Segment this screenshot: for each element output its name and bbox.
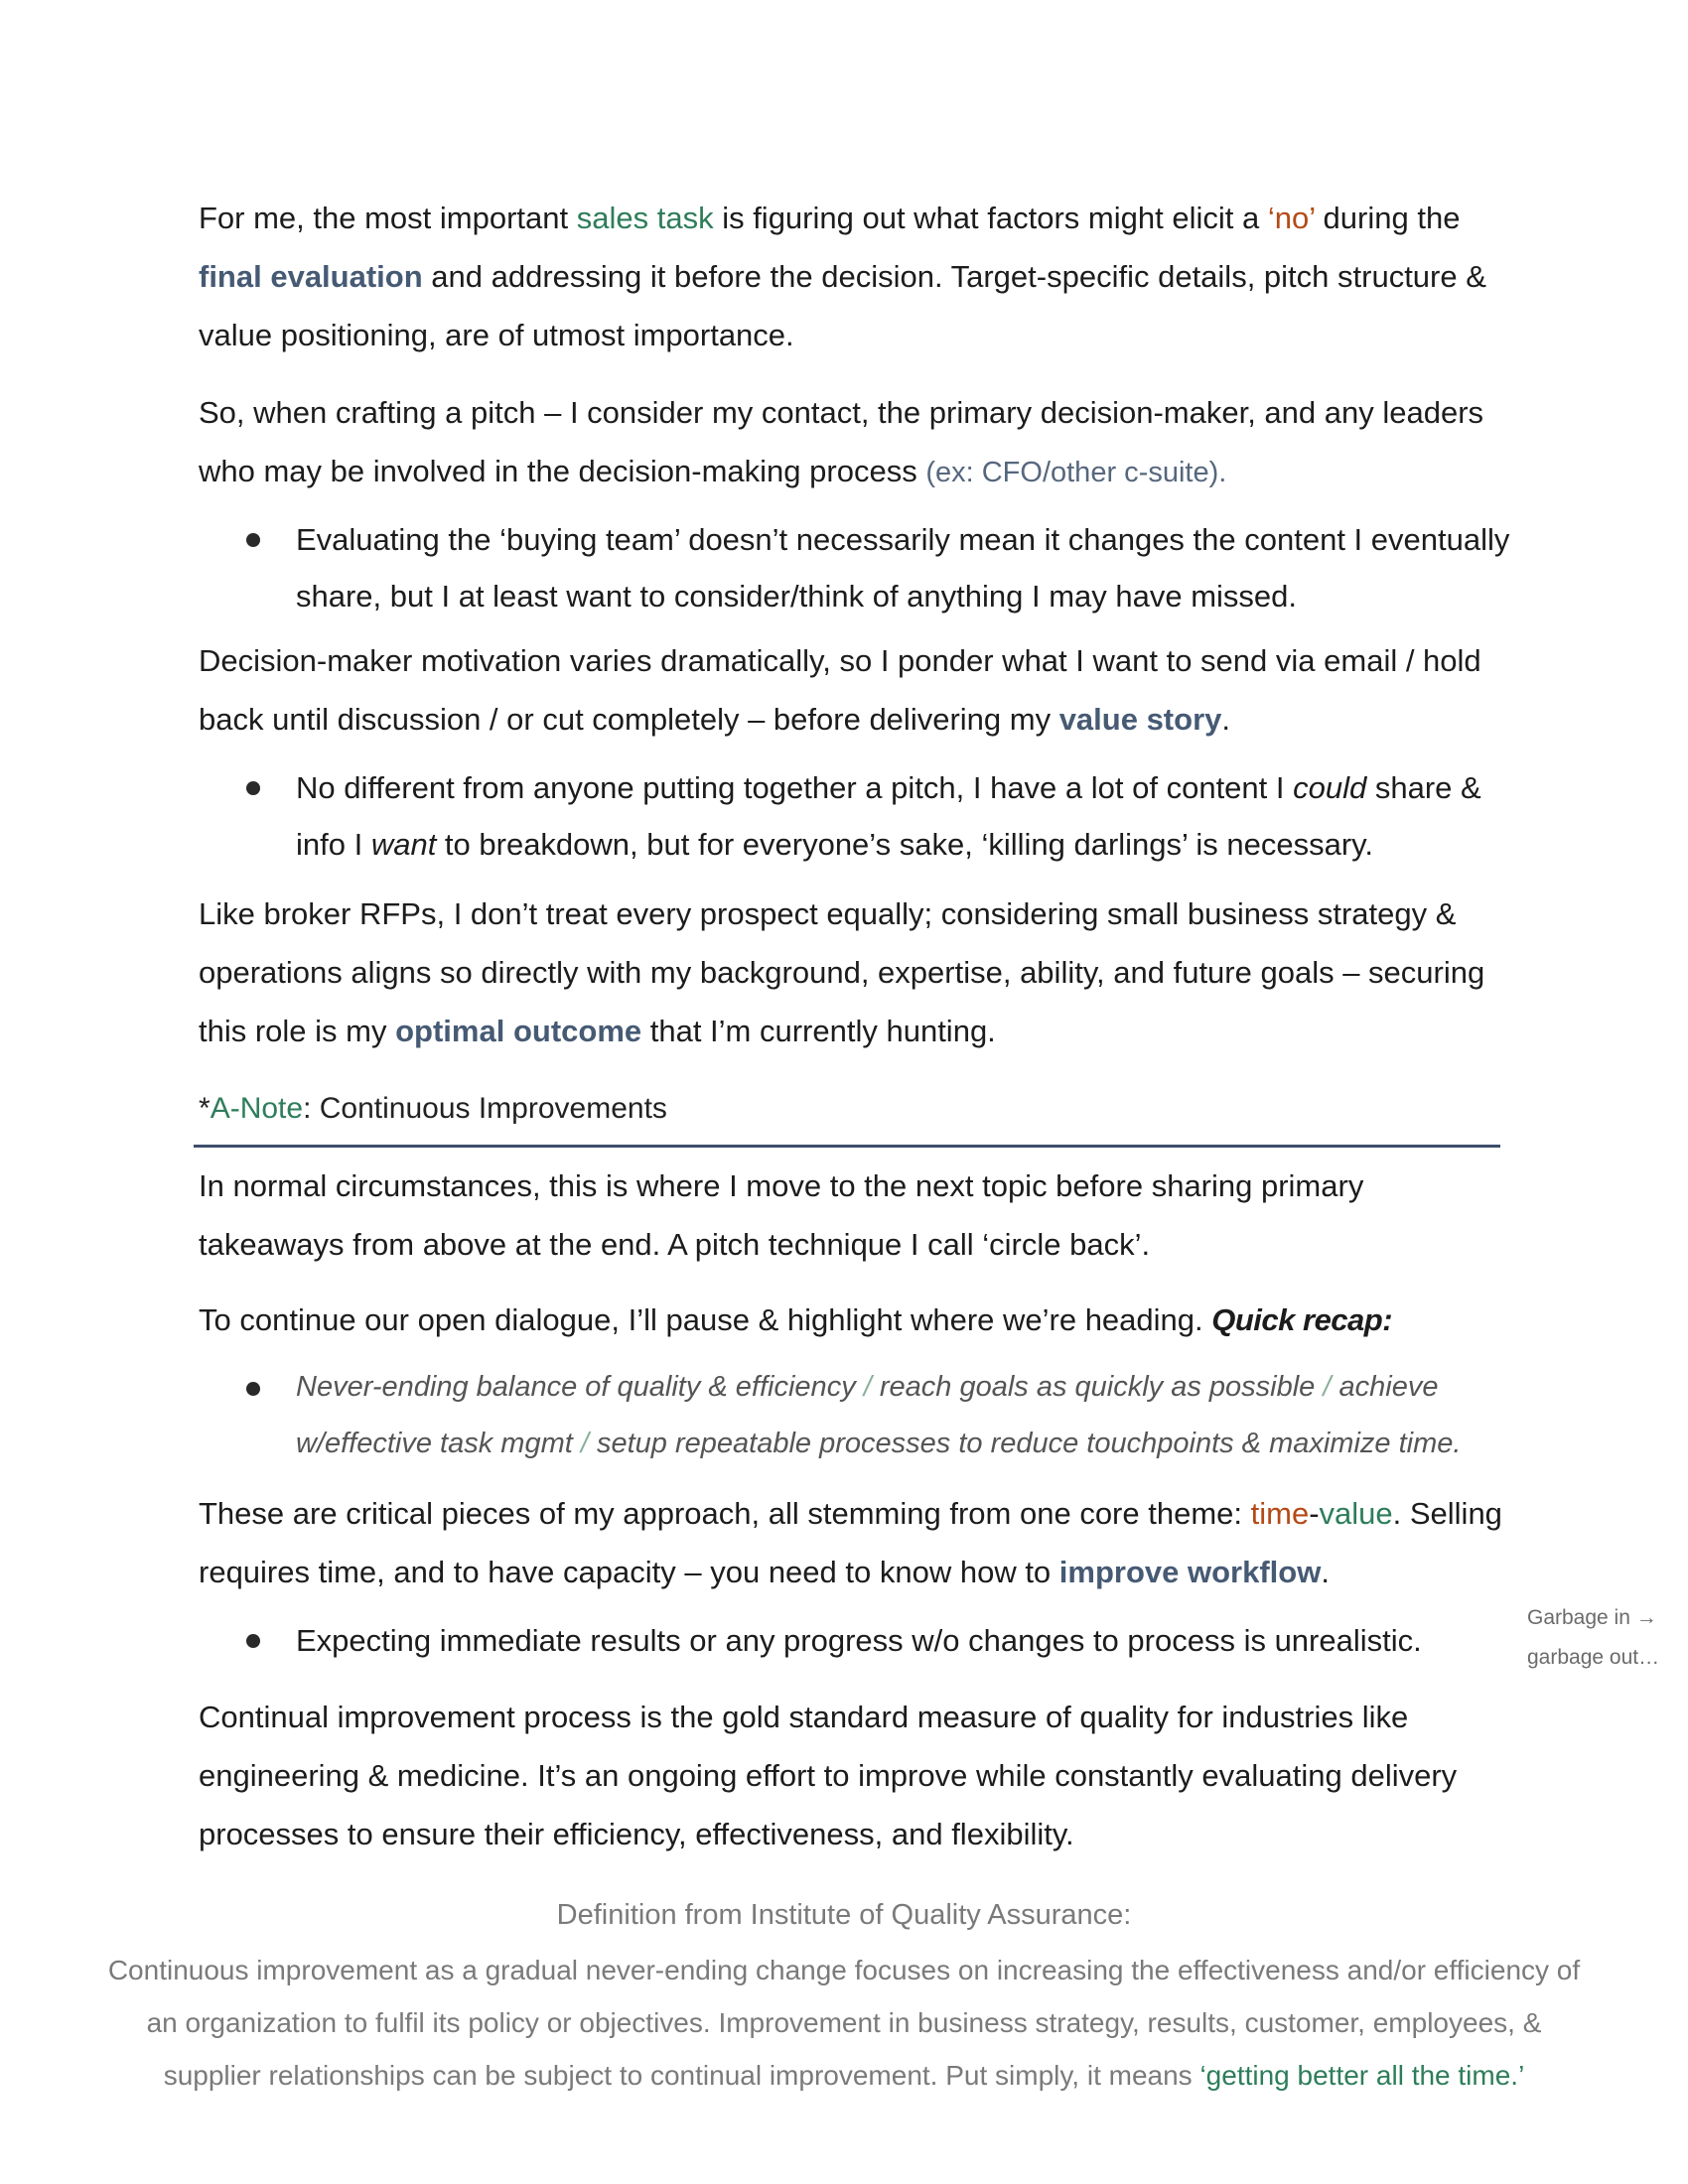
paragraph-continual-improvement: Continual improvement process is the gold standard measure of quality for industries like engineering & medicine. It’s an ongoing effort to improve while constantly evaluating delivery processes to ensure their efficiency, effectiveness, and flexibility. — [199, 1700, 1458, 1851]
highlight-value: value — [1319, 1496, 1393, 1531]
highlight-no: ‘no’ — [1267, 201, 1315, 235]
bullet-point — [246, 533, 260, 547]
definition-body: Continuous improvement as a gradual never-ending change focuses on increasing the effectiveness and/or efficiency of an organization to fulfil its policy or objectives. Improvement in business strategy, results, customer, employees, & supplier relationships can be subject to continual improvement. Put simply, it means ‘getting better all the time.’ — [107, 1955, 1581, 2091]
aside-cfo: (ex: CFO/other c-suite). — [925, 457, 1227, 488]
paragraph-sales-task: For me, the most important sales task is figuring out what factors might elicit a ‘no’ during the final evaluation and addressing it before the decision. Target-specific details, pitch structure & value positioning, are of utmost importance. — [199, 201, 1486, 352]
highlight-time: time — [1250, 1496, 1310, 1531]
margin-note: Garbage in → garbage out… — [1527, 1606, 1660, 1669]
bullet-killing-darlings: No different from anyone putting together a pitch, I have a lot of content I could share & info I want to breakdown, but for everyone’s sake, ‘killing darlings’ is necessary. — [296, 770, 1481, 862]
highlight-optimal-outcome: optimal outcome — [395, 1014, 642, 1048]
bullet-recap: Never-ending balance of quality & efficiency / reach goals as quickly as possible / achieve w/effective task mgmt / setup repeatable processes to reduce touchpoints & maximize time. — [296, 1371, 1462, 1459]
bullet-unrealistic: Expecting immediate results or any progress w/o changes to process is unrealistic. — [296, 1623, 1422, 1658]
highlight-value-story: value story — [1058, 702, 1222, 737]
paragraph-time-value: These are critical pieces of my approach, all stemming from one core theme: time-value. Selling requires time, and to have capacity – you need to know how to improve workflow. — [199, 1496, 1502, 1589]
highlight-sales-task: sales task — [576, 201, 714, 235]
definition-title: Definition from Institute of Quality Assurance: — [556, 1899, 1132, 1931]
paragraph-decision-maker: Decision-maker motivation varies dramatically, so I ponder what I want to send via email / hold back until discussion / or cut completely – before delivering my value story. — [199, 643, 1481, 737]
section-heading: *A-Note: Continuous Improvements — [199, 1092, 667, 1125]
heading-divider — [194, 1145, 1500, 1148]
quick-recap-label: Quick recap: — [1211, 1302, 1393, 1337]
paragraph-quick-recap: To continue our open dialogue, I’ll pause & highlight where we’re heading. Quick recap: — [199, 1302, 1393, 1337]
bullet-point — [246, 781, 260, 795]
paragraph-crafting-pitch: So, when crafting a pitch – I consider my contact, the primary decision-maker, and any leaders who may be involved in the decision-making process (ex: CFO/other c-suite). — [199, 395, 1484, 488]
highlight-final-evaluation: final evaluation — [199, 259, 423, 294]
definition-quote: ‘getting better all the time.’ — [1199, 2060, 1525, 2091]
heading-a-note: A-Note — [210, 1092, 304, 1125]
bullet-buying-team: Evaluating the ‘buying team’ doesn’t necessarily mean it changes the content I eventually share, but I at least want to consider/think of anything I may have missed. — [296, 522, 1510, 614]
paragraph-broker-rfps: Like broker RFPs, I don’t treat every prospect equally; considering small business strategy & operations aligns so directly with my background, expertise, ability, and future goals – securing this role is my optimal outcome that I’m currently hunting. — [199, 896, 1485, 1048]
paragraph-circle-back: In normal circumstances, this is where I move to the next topic before sharing primary takeaways from above at the end. A pitch technique I call ‘circle back’. — [199, 1168, 1364, 1262]
highlight-improve-workflow: improve workflow — [1058, 1555, 1322, 1589]
bullet-point — [246, 1382, 260, 1396]
bullet-point — [246, 1634, 260, 1648]
